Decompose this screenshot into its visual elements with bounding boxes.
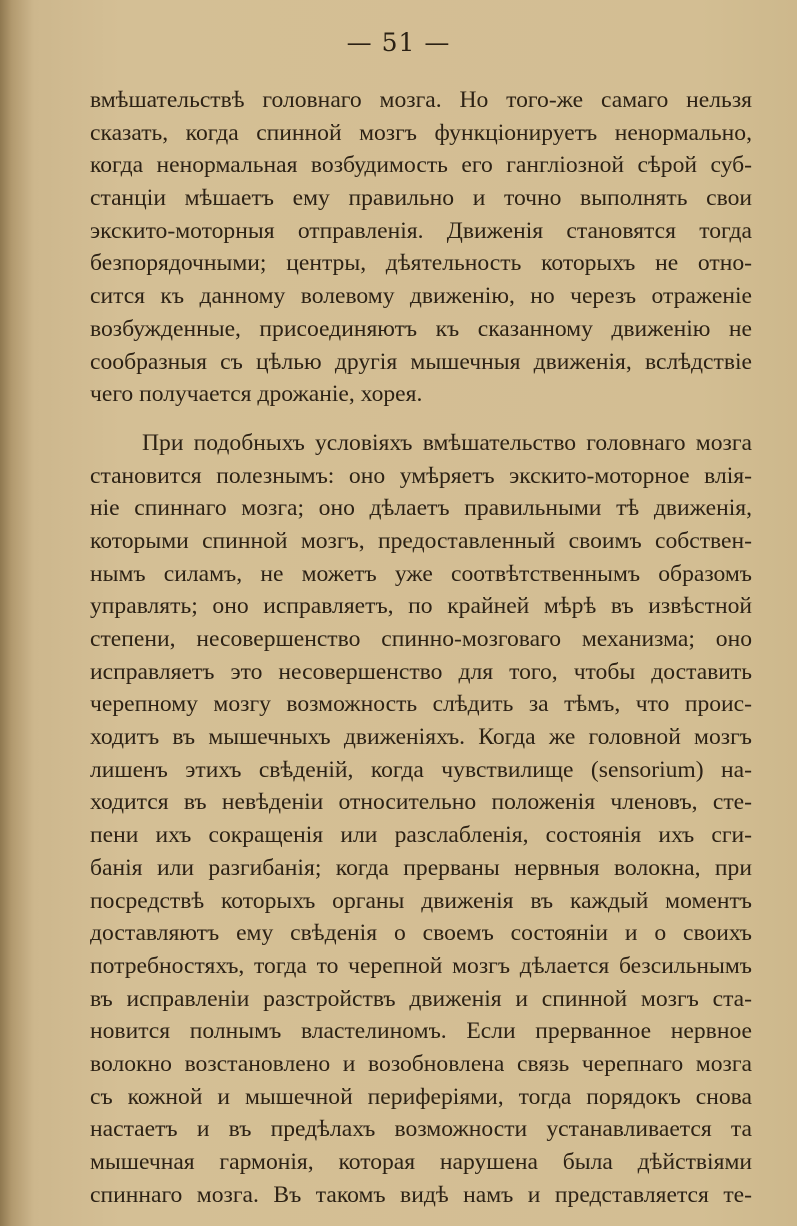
text-line: спиннаго мозга. Въ такомъ видѣ намъ и представляется те-: [90, 1181, 752, 1208]
text-line: новится полнымъ властелиномъ. Если прерванное нервное: [90, 1018, 752, 1045]
text-line: возбужденные, присоединяютъ къ сказанному движенію не: [90, 315, 752, 342]
paragraph: [90, 84, 752, 411]
text-line: исправляетъ это несовершенство для того, чтобы доставить: [90, 658, 752, 685]
text-line: волокно возстановлено и возобновлена связь черепнаго мозга: [90, 1050, 752, 1077]
text-line: экскито-моторныя отправленія. Движенія становятся тогда: [90, 217, 752, 244]
text-line: вмѣшательствѣ головнаго мозга. Но того-же самаго нельзя: [90, 87, 752, 113]
text-line: съ кожной и мышечной периферіями, тогда порядокъ снова: [90, 1083, 752, 1110]
text-line: черепному мозгу возможность слѣдить за тѣмъ, что проис-: [90, 691, 752, 718]
text-line: пени ихъ сокращенія или разслабленія, состоянія ихъ сги-: [90, 822, 752, 849]
text-line: лишенъ этихъ свѣденій, когда чувствилище (sensorium) на-: [90, 756, 752, 783]
text-line: когда ненормальная возбудимость его гангліозной сѣрой суб-: [90, 152, 752, 179]
page-number: — 51 —: [346, 28, 451, 57]
text-line: посредствѣ которыхъ органы движенія въ каждый моментъ: [90, 887, 752, 914]
text-line: банія или разгибанія; когда прерваны нервныя волокна, при: [90, 854, 752, 881]
text-line: безпорядочными; центры, дѣятельность которыхъ не отно-: [90, 250, 752, 277]
text-line: При подобныхъ условіяхъ вмѣшательство головнаго мозга: [142, 429, 752, 456]
text-line: мышечная гармонія, которая нарушена была дѣйствіями: [90, 1149, 752, 1175]
text-line: сообразныя съ цѣлью другія мышечныя движенія, вслѣдствіе: [90, 348, 752, 375]
text-line: станціи мѣшаетъ ему правильно и точно выполнять свои: [90, 185, 752, 212]
text-line: нымъ силамъ, не можетъ уже соотвѣтственнымъ образомъ: [90, 560, 752, 587]
text-line: становится полезнымъ: оно умѣряетъ экскито-моторное влія-: [90, 462, 752, 489]
text-line: сказать, когда спинной мозгъ функціонируетъ ненормально,: [90, 119, 752, 146]
page-text: [90, 84, 752, 1211]
text-line: степени, несовершенство спинно-мозговаго механизма; оно: [90, 626, 752, 652]
text-line: доставляютъ ему свѣденія о своемъ состояніи и о своихъ: [90, 920, 752, 947]
text-line: сится къ данному волевому движенію, но черезъ отраженіе: [90, 283, 752, 310]
text-line: чего получается дрожаніе, хорея.: [90, 381, 423, 408]
text-line: ходится въ невѣденіи относительно положенія членовъ, сте-: [90, 789, 752, 816]
text-line: управлять; оно исправляетъ, по крайней мѣрѣ въ извѣстной: [90, 593, 752, 620]
paragraph-gap: [90, 411, 752, 427]
paragraph: [90, 427, 752, 1212]
text-line: которыми спинной мозгъ, предоставленный своимъ собствен-: [90, 527, 752, 554]
text-line: ніе спиннаго мозга; оно дѣлаетъ правильными тѣ движенія,: [90, 495, 752, 522]
text-line: потребностяхъ, тогда то черепной мозгъ дѣлается безсильнымъ: [90, 952, 752, 979]
text-line: въ исправленіи разстройствъ движенія и спинной мозгъ ста-: [90, 985, 752, 1012]
text-line: ходитъ въ мышечныхъ движеніяхъ. Когда же головной мозгъ: [90, 724, 752, 751]
text-line: настаетъ и въ предѣлахъ возможности устанавливается та: [90, 1116, 752, 1143]
